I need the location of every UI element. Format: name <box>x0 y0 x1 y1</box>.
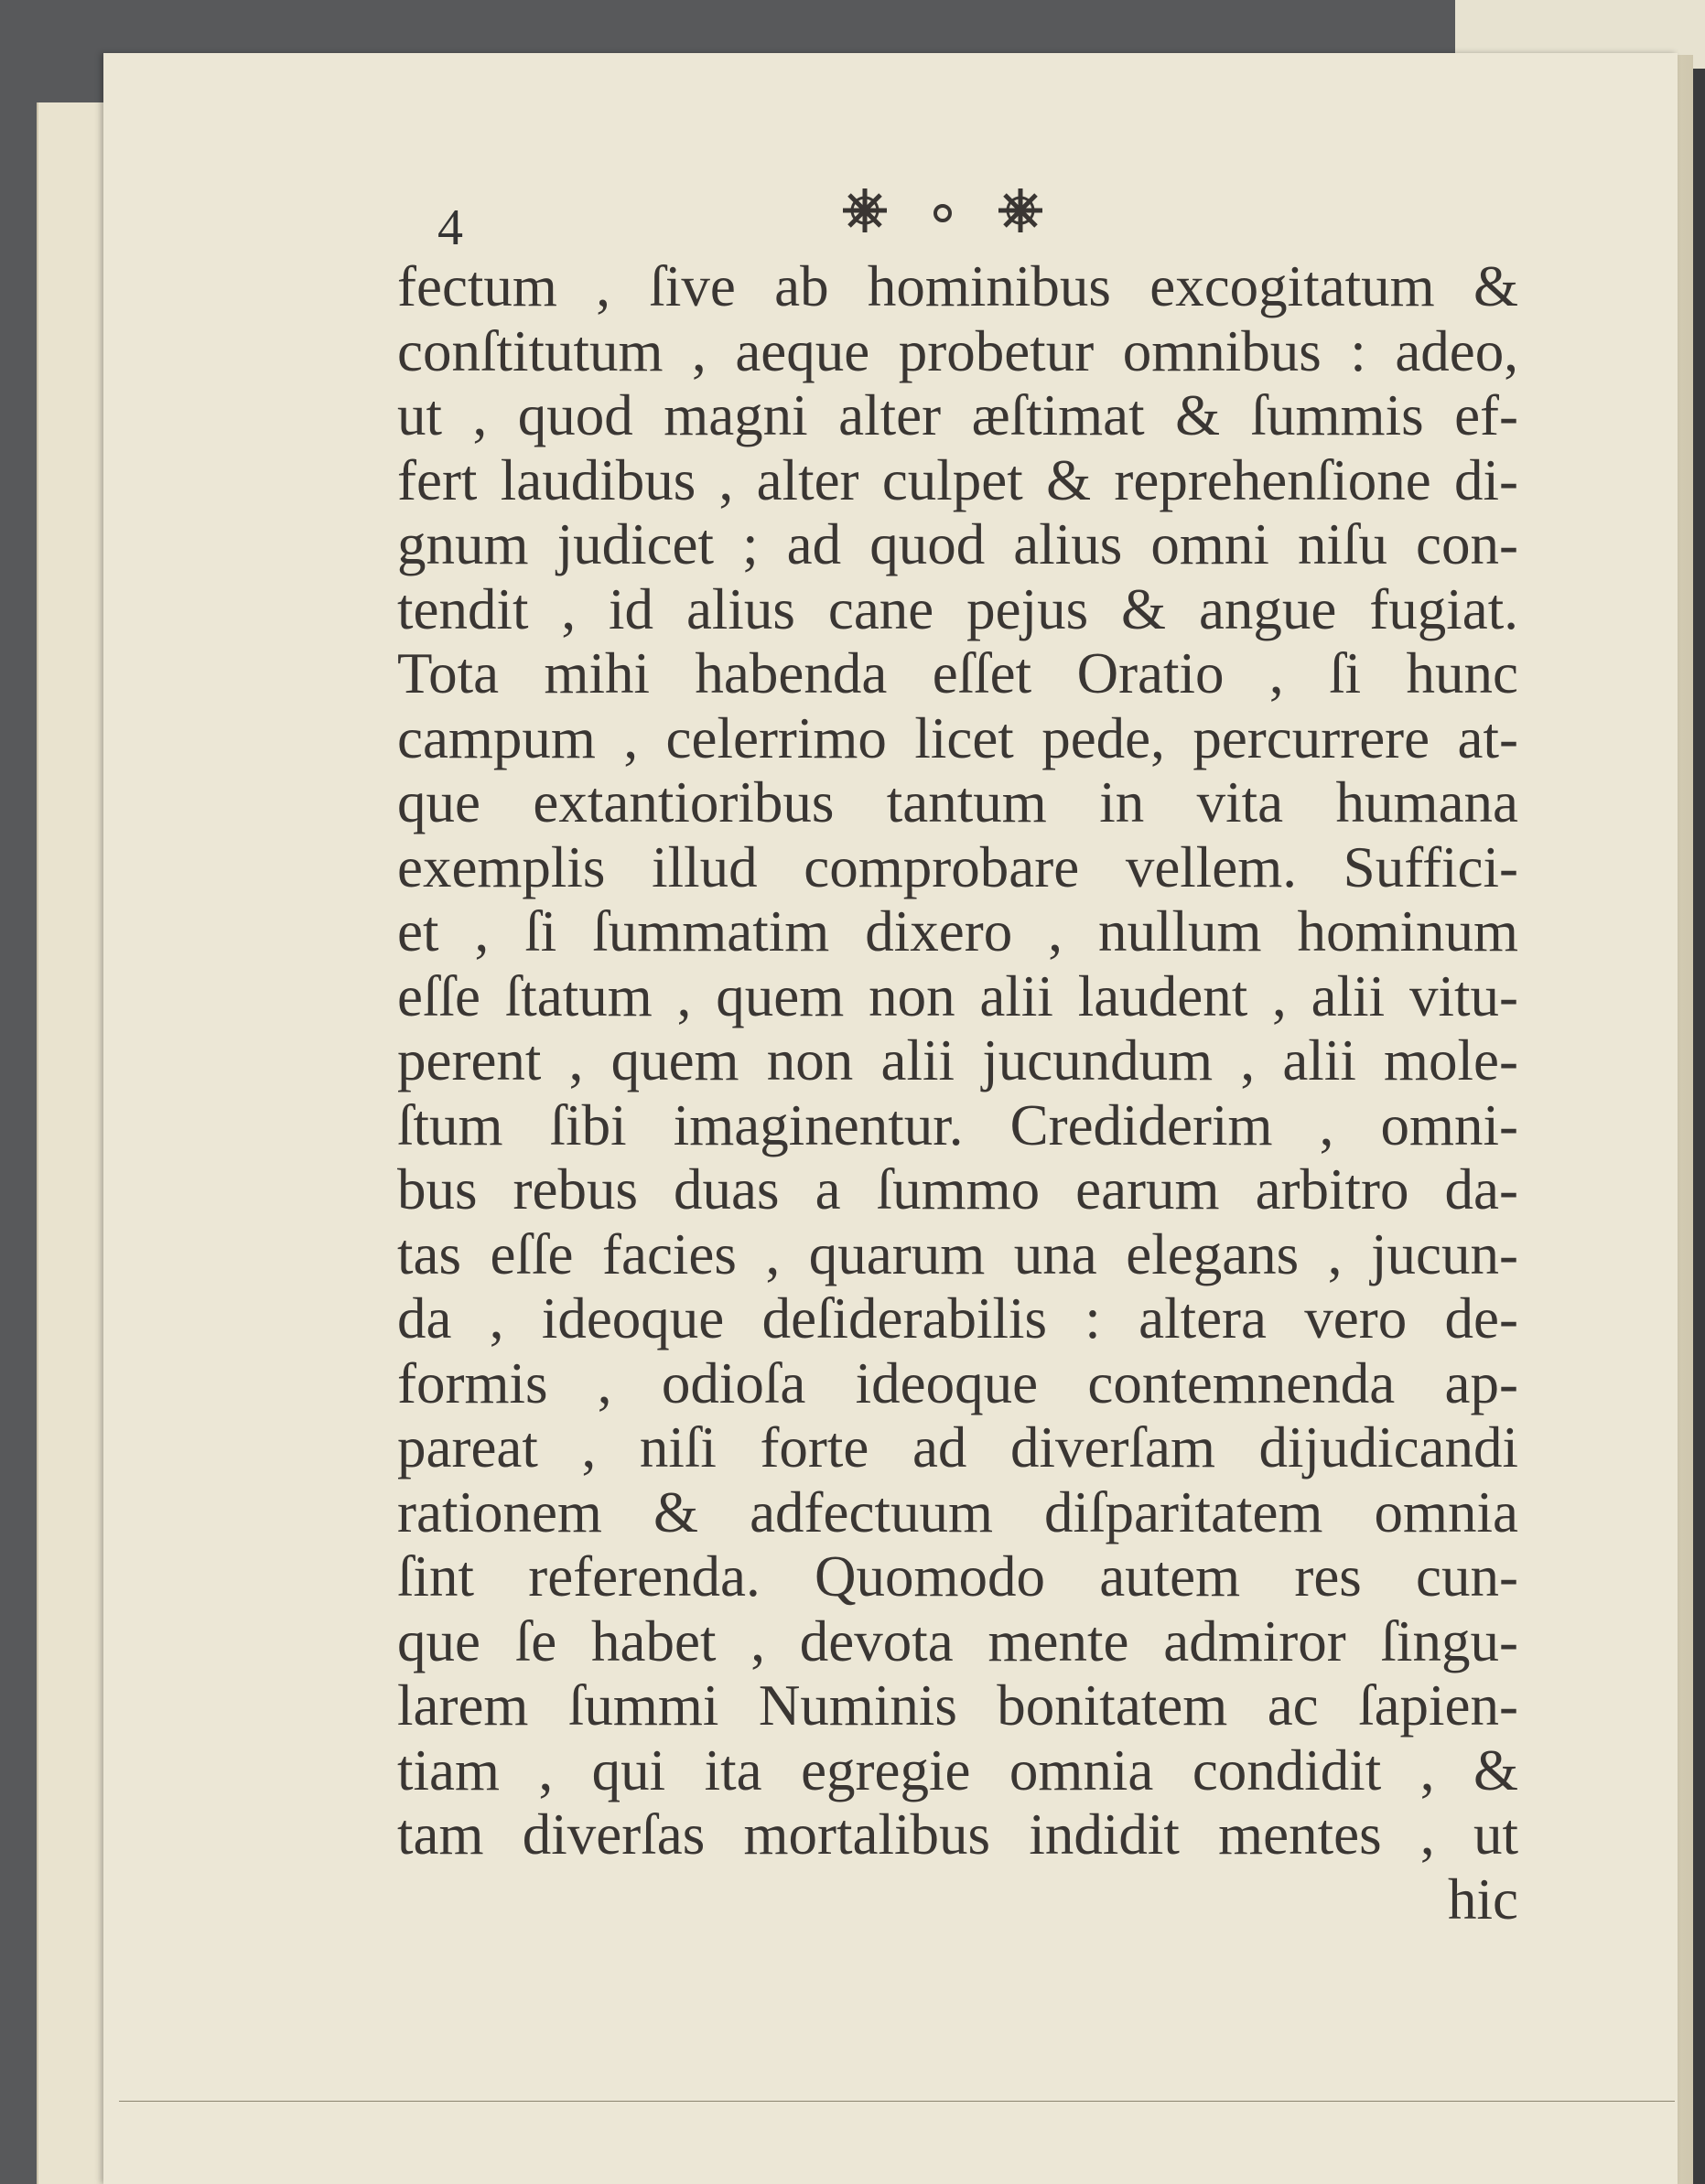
text-line: eſſe ſtatum , quem non alii laudent , alii vitu- <box>397 963 1518 1028</box>
page-bottom-edge <box>119 2101 1675 2102</box>
catchword: hic <box>1448 1867 1518 1931</box>
text-line: que extantioribus tantum in vita humana <box>397 770 1518 834</box>
text-line: exemplis illud comprobare vellem. Suffici- <box>397 834 1518 899</box>
text-line: perent , quem non alii jucundum , alii mole- <box>397 1028 1518 1092</box>
text-line: bus rebus duas a ſummo earum arbitro da- <box>397 1157 1518 1221</box>
text-line: tiam , qui ita egregie omnia condidit , & <box>397 1738 1518 1802</box>
text-line: tam diverſas mortalibus indidit mentes , ut <box>397 1802 1518 1867</box>
text-line: et , ſi ſummatim dixero , nullum hominum <box>397 899 1518 963</box>
text-line: pareat , niſi forte ad diverſam dijudicandi <box>397 1415 1518 1479</box>
text-line: ſtum ſibi imaginentur. Crediderim , omni- <box>397 1092 1518 1157</box>
text-line: ſint referenda. Quomodo autem res cun- <box>397 1544 1518 1608</box>
body-text <box>397 254 1518 1931</box>
floral-ornament-icon <box>833 183 1071 238</box>
page-number: 4 <box>437 199 463 256</box>
text-line: larem ſummi Numinis bonitatem ac ſapien- <box>397 1673 1518 1738</box>
text-line: rationem & adfectuum diſparitatem omnia <box>397 1479 1518 1544</box>
text-line: da , ideoque deſiderabilis : altera vero de- <box>397 1286 1518 1350</box>
text-line: ut , quod magni alter æſtimat & ſummis ef- <box>397 383 1518 447</box>
text-line: gnum judicet ; ad quod alius omni niſu con- <box>397 512 1518 576</box>
text-line: fert laudibus , alter culpet & reprehenſione di- <box>397 447 1518 512</box>
text-line: campum , celerrimo licet pede, percurrere at- <box>397 705 1518 770</box>
text-line: Tota mihi habenda eſſet Oratio , ſi hunc <box>397 641 1518 705</box>
text-line: tas eſſe facies , quarum una elegans , jucun- <box>397 1221 1518 1286</box>
text-line: tendit , id alius cane pejus & angue fugiat. <box>397 576 1518 641</box>
text-line: fectum , ſive ab hominibus excogitatum & <box>397 254 1518 318</box>
text-line: conſtitutum , aeque probetur omnibus : adeo, <box>397 318 1518 383</box>
text-line: formis , odioſa ideoque contemnenda ap- <box>397 1350 1518 1415</box>
text-line: que ſe habet , devota mente admiror ſingu- <box>397 1608 1518 1673</box>
